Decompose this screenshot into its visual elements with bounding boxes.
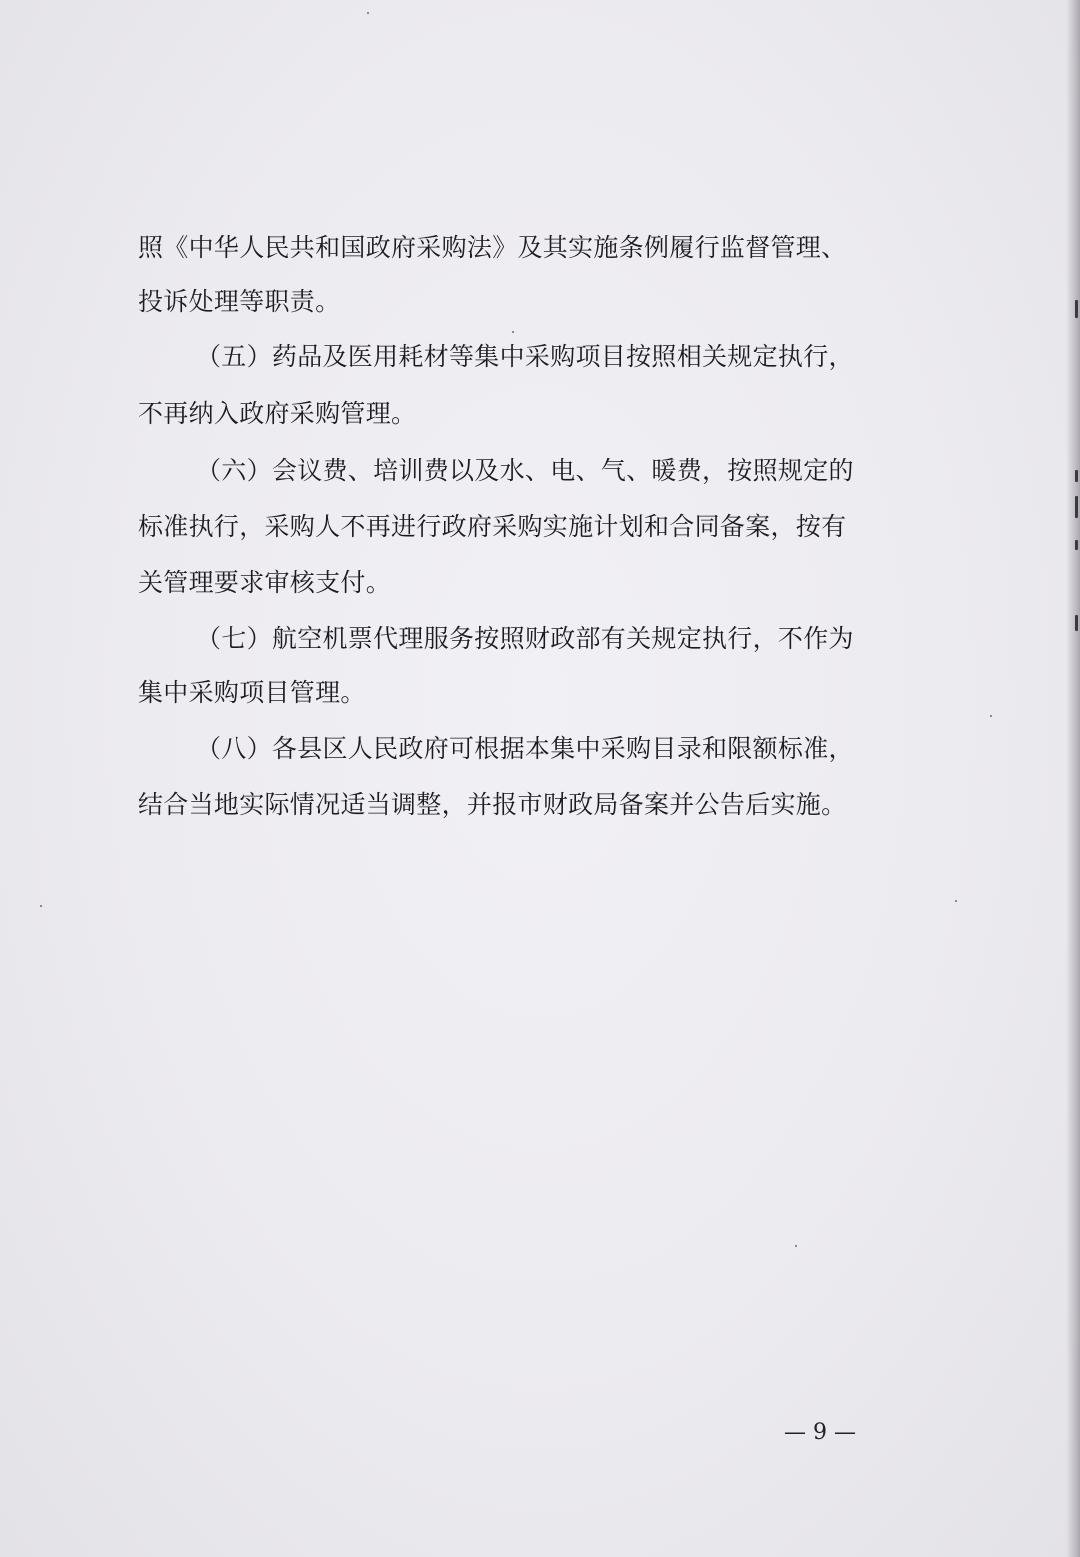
scan-speck: [40, 905, 42, 907]
line-text: 不再纳入政府采购管理。: [138, 399, 417, 428]
paragraph-eight-line-1: [0, 729, 1080, 769]
line-text: （六）会议费、培训费以及水、电、气、暖费，按照规定的: [196, 456, 854, 485]
scan-speck: [955, 900, 957, 902]
paragraph-six-line-1: [0, 451, 1080, 491]
paragraph-six-line-3: [0, 563, 1080, 603]
line-text: 标准执行，采购人不再进行政府采购实施计划和合同备案，按有: [138, 512, 847, 541]
line-text: 关管理要求审核支付。: [138, 568, 392, 597]
paragraph-five-line-1: [0, 337, 1080, 377]
paragraph-six-line-2: [0, 507, 1080, 547]
line-text: （七）航空机票代理服务按照财政部有关规定执行，不作为: [196, 624, 854, 653]
scan-speck: [512, 331, 514, 333]
line-text: （八）各县区人民政府可根据本集中采购目录和限额标准，: [196, 734, 854, 763]
scan-speck: [990, 715, 992, 717]
line-text: （五）药品及医用耗材等集中采购项目按照相关规定执行，: [196, 342, 854, 371]
paragraph-five-line-2: [0, 394, 1080, 434]
paragraph-eight-line-2: [0, 785, 1080, 825]
scan-speck: [795, 1245, 797, 1247]
line-text: 结合当地实际情况适当调整，并报市财政局备案并公告后实施。: [138, 790, 847, 819]
page-number: — 9 —: [784, 1420, 856, 1445]
scan-speck: [367, 12, 369, 14]
line-text: 投诉处理等职责。: [138, 287, 341, 316]
line-text: 集中采购项目管理。: [138, 678, 366, 707]
text-line-continuation: [0, 228, 1080, 268]
text-line-continuation: [0, 282, 1080, 322]
line-text: 照《中华人民共和国政府采购法》及其实施条例履行监督管理、: [138, 233, 847, 262]
paragraph-seven-line-1: [0, 619, 1080, 659]
paragraph-seven-line-2: [0, 673, 1080, 713]
